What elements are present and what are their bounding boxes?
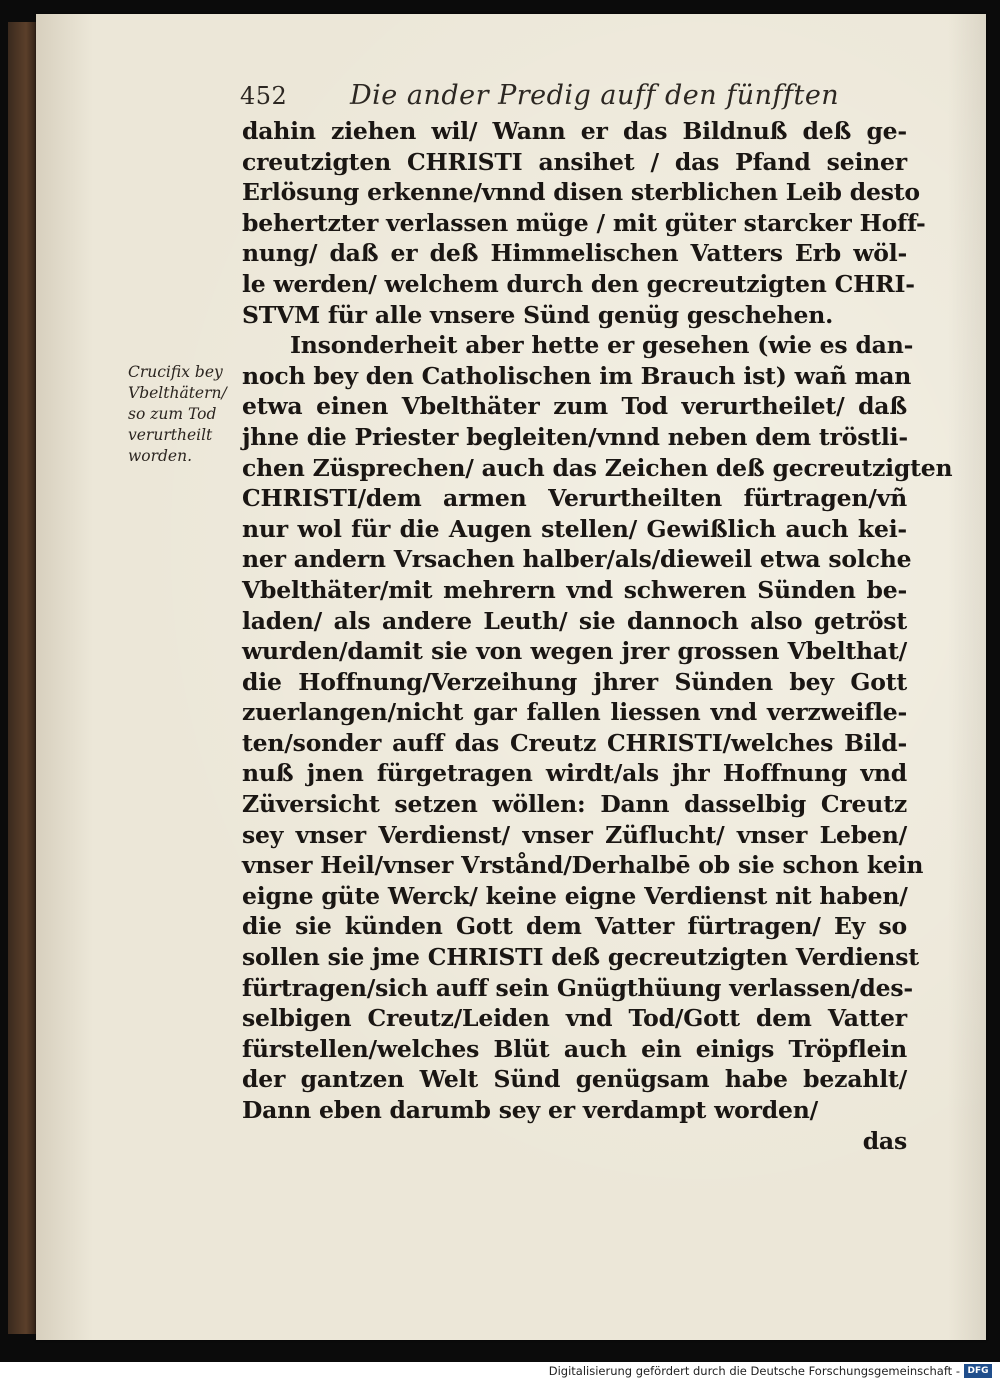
running-head <box>240 80 840 111</box>
catchword: das <box>862 1126 907 1155</box>
text-line: Dann eben darumb sey er verdampt worden/ <box>242 1096 819 1124</box>
margin-note-line: so zum Tod <box>128 405 217 423</box>
body-text <box>242 116 953 1156</box>
text-line: ner andern Vrsachen halber/als/dieweil etwa solche <box>242 545 912 574</box>
text-line: Vbelthäter/mit mehrern vnd schweren Sünden be- <box>242 575 907 604</box>
text-line: noch bey den Catholischen im Brauch ist) wañ man <box>242 361 912 390</box>
margin-note <box>128 362 248 467</box>
margin-note-line: Vbelthätern/ <box>128 384 227 402</box>
text-line: wurden/damit sie von wegen jrer grossen Vbelthat/ <box>242 637 907 666</box>
text-line: sey vnser Verdienst/ vnser Züflucht/ vnser Leben/ <box>242 820 907 849</box>
text-line: ten/sonder auff das Creutz CHRISTI/welches Bild- <box>242 728 907 757</box>
text-line: Erlösung erkenne/vnnd disen sterblichen Leib desto <box>242 178 920 207</box>
text-line: sollen sie jme CHRISTI deß gecreutzigten Verdienst <box>242 943 919 972</box>
margin-note-line: verurtheilt <box>128 426 213 444</box>
book-page-edge <box>8 22 38 1334</box>
text-line: der gantzen Welt Sünd genügsam habe bezahlt/ <box>242 1065 907 1094</box>
text-line: vnser Heil/vnser Vrstånd/Derhalbē ob sie schon kein <box>242 851 924 880</box>
paragraph-start-line: Insonderheit aber hette er gesehen (wie es dan- <box>290 331 914 360</box>
text-line: etwa einen Vbelthäter zum Tod verurtheilet/ daß <box>242 392 907 421</box>
text-line: fürstellen/welches Blüt auch ein einigs Tröpflein <box>242 1034 907 1063</box>
text-line: STVM für alle vnsere Sünd genüg geschehen. <box>242 300 834 329</box>
text-line: fürtragen/sich auff sein Gnügthüung verlassen/des- <box>242 973 913 1002</box>
running-head-title: Die ander Predig auff den fünfften <box>350 80 840 111</box>
text-line: dahin ziehen wil/ Wann er das Bildnuß deß ge- <box>242 117 907 145</box>
text-line: creutzigten CHRISTI ansihet / das Pfand seiner <box>242 147 907 176</box>
text-line: die sie künden Gott dem Vatter fürtragen/ Ey so <box>242 912 907 941</box>
text-line: behertzter verlassen müge / mit güter starcker Hoff- <box>242 208 926 237</box>
text-line: eigne güte Werck/ keine eigne Verdienst nit haben/ <box>242 881 908 910</box>
text-line: zuerlangen/nicht gar fallen liessen vnd verzweifle- <box>242 698 907 727</box>
text-line: chen Züsprechen/ auch das Zeichen deß gecreutzigten <box>242 453 953 482</box>
text-line: selbigen Creutz/Leiden vnd Tod/Gott dem Vatter <box>242 1004 907 1033</box>
text-line: jhne die Priester begleiten/vnnd neben dem tröstli- <box>242 422 908 451</box>
dfg-logo-icon[interactable]: DFG <box>964 1364 992 1378</box>
page-number: 452 <box>240 82 288 110</box>
funding-credit: Digitalisierung gefördert durch die Deutsche Forschungsgemeinschaft - <box>548 1364 960 1378</box>
text-line: nuß jnen fürgetragen wirdt/als jhr Hoffnung vnd <box>242 759 907 788</box>
margin-note-line: Crucifix bey <box>128 363 223 381</box>
text-line: laden/ als andere Leuth/ sie dannoch also getröst <box>242 606 907 635</box>
text-line: nur wol für die Augen stellen/ Gewißlich auch kei- <box>242 514 907 543</box>
text-line: Züversicht setzen wöllen: Dann dasselbig Creutz <box>242 790 907 819</box>
text-line: die Hoffnung/Verzeihung jhrer Sünden bey Gott <box>242 667 907 696</box>
text-line: CHRISTI/dem armen Verurtheilten fürtragen/vñ <box>242 484 907 513</box>
text-line: nung/ daß er deß Himmelischen Vatters Erb wöl- <box>242 239 907 268</box>
text-line: le werden/ welchem durch den gecreutzigten CHRI- <box>242 269 915 298</box>
margin-note-line: worden. <box>128 447 193 465</box>
